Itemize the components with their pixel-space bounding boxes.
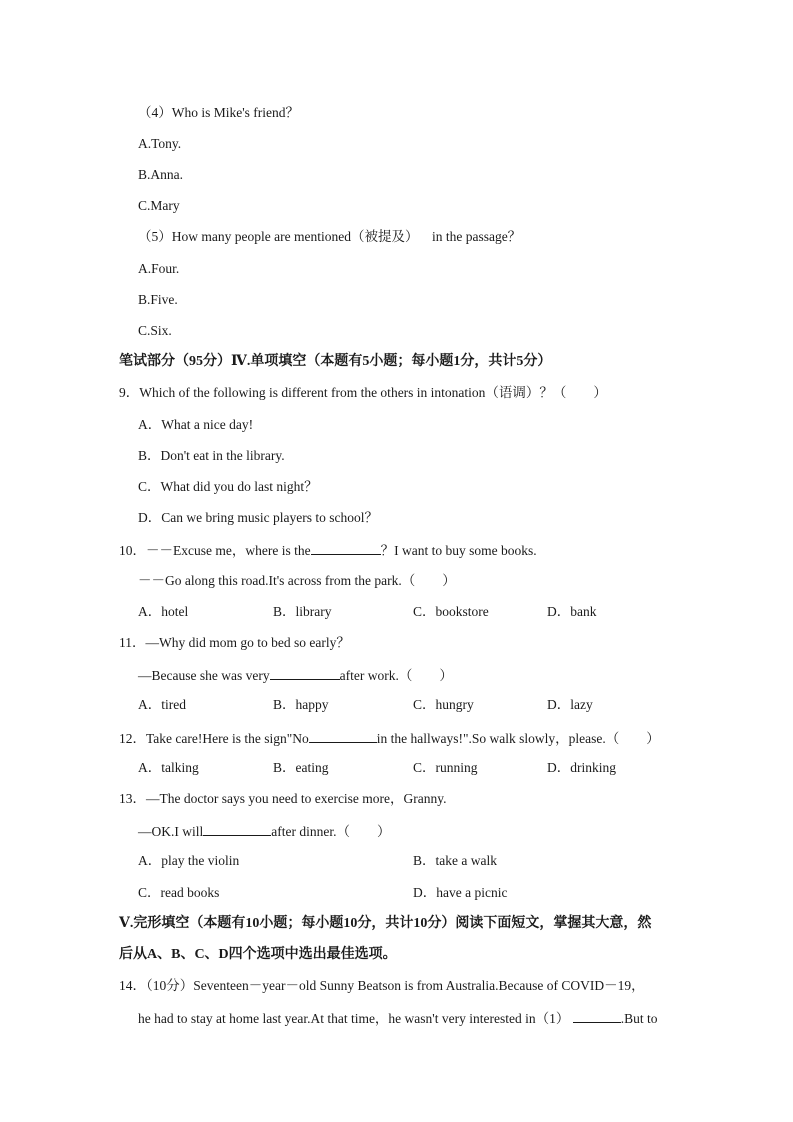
q9-option-a: A．What a nice day! <box>138 417 254 432</box>
answer-blank <box>311 540 381 555</box>
q11-line-1: 11．—Why did mom go to bed so early？ <box>119 635 350 650</box>
section-4-heading: 笔试部分（95分）Ⅳ.单项填空（本题有5小题；每小题1分，共计5分） <box>119 354 552 369</box>
q12-option-a: A．talking <box>138 760 199 775</box>
q4-option-a: A.Tony. <box>138 136 182 151</box>
q13-option-b: B．take a walk <box>413 853 497 868</box>
q14-line-1: 14．（10分）Seventeen－year－old Sunny Beatson is from Australia.Because of COVID－19， <box>119 978 645 993</box>
section-5-heading-line-1: Ⅴ.完形填空（本题有10小题；每小题10分，共计10分）阅读下面短文，掌握其大意，然 <box>119 916 652 931</box>
q11-option-d: D．lazy <box>547 697 593 712</box>
q11-line-2: —Because she was very after work.（ ） <box>138 665 453 685</box>
q13-option-a: A．play the violin <box>138 853 240 868</box>
q4-stem: （4）Who is Mike's friend？ <box>138 105 300 120</box>
q9-stem: 9．Which of the following is different from the others in intonation（语调）？（ ） <box>119 385 607 400</box>
q10-option-c: C．bookstore <box>413 604 489 619</box>
answer-blank <box>270 665 340 680</box>
q4-option-c: C.Mary <box>138 198 180 213</box>
q10-option-b: B．library <box>273 604 332 619</box>
q5-stem: （5）How many people are mentioned（被提及） in the passage？ <box>138 229 522 244</box>
q12-option-c: C．running <box>413 760 478 775</box>
q11-option-a: A．tired <box>138 697 186 712</box>
q10-line-1: 10．－－Excuse me，where is the ？I want to buy some books. <box>119 540 537 560</box>
q5-option-c: C.Six. <box>138 323 172 338</box>
q5-option-a: A.Four. <box>138 261 180 276</box>
q10-line-2: －－Go along this road.It's across from the park.（ ） <box>138 573 456 588</box>
q13-option-c: C．read books <box>138 885 220 900</box>
q12-option-d: D．drinking <box>547 760 616 775</box>
q9-option-d: D．Can we bring music players to school？ <box>138 510 378 525</box>
q9-option-c: C．What did you do last night？ <box>138 479 318 494</box>
answer-blank <box>309 728 377 743</box>
q10-option-a: A．hotel <box>138 604 189 619</box>
q13-line-2: —OK.I will after dinner.（ ） <box>138 821 390 841</box>
q9-option-b: B．Don't eat in the library. <box>138 448 285 463</box>
q10-option-d: D．bank <box>547 604 597 619</box>
q12-line-1: 12．Take care!Here is the sign"No in the hallways!".So walk slowly，please.（ ） <box>119 728 660 748</box>
answer-blank <box>203 821 271 836</box>
q11-option-b: B．happy <box>273 697 329 712</box>
q11-option-c: C．hungry <box>413 697 474 712</box>
q12-option-b: B．eating <box>273 760 329 775</box>
section-5-heading-line-2: 后从A、B、C、D四个选项中选出最佳选项。 <box>119 947 397 962</box>
q13-line-1: 13．—The doctor says you need to exercise more，Granny. <box>119 791 447 806</box>
q4-option-b: B.Anna. <box>138 167 183 182</box>
q14-line-2: he had to stay at home last year.At that time，he wasn't very interested in（1） .But to <box>138 1008 657 1028</box>
answer-blank <box>573 1008 621 1023</box>
q5-option-b: B.Five. <box>138 292 178 307</box>
q13-option-d: D．have a picnic <box>413 885 508 900</box>
